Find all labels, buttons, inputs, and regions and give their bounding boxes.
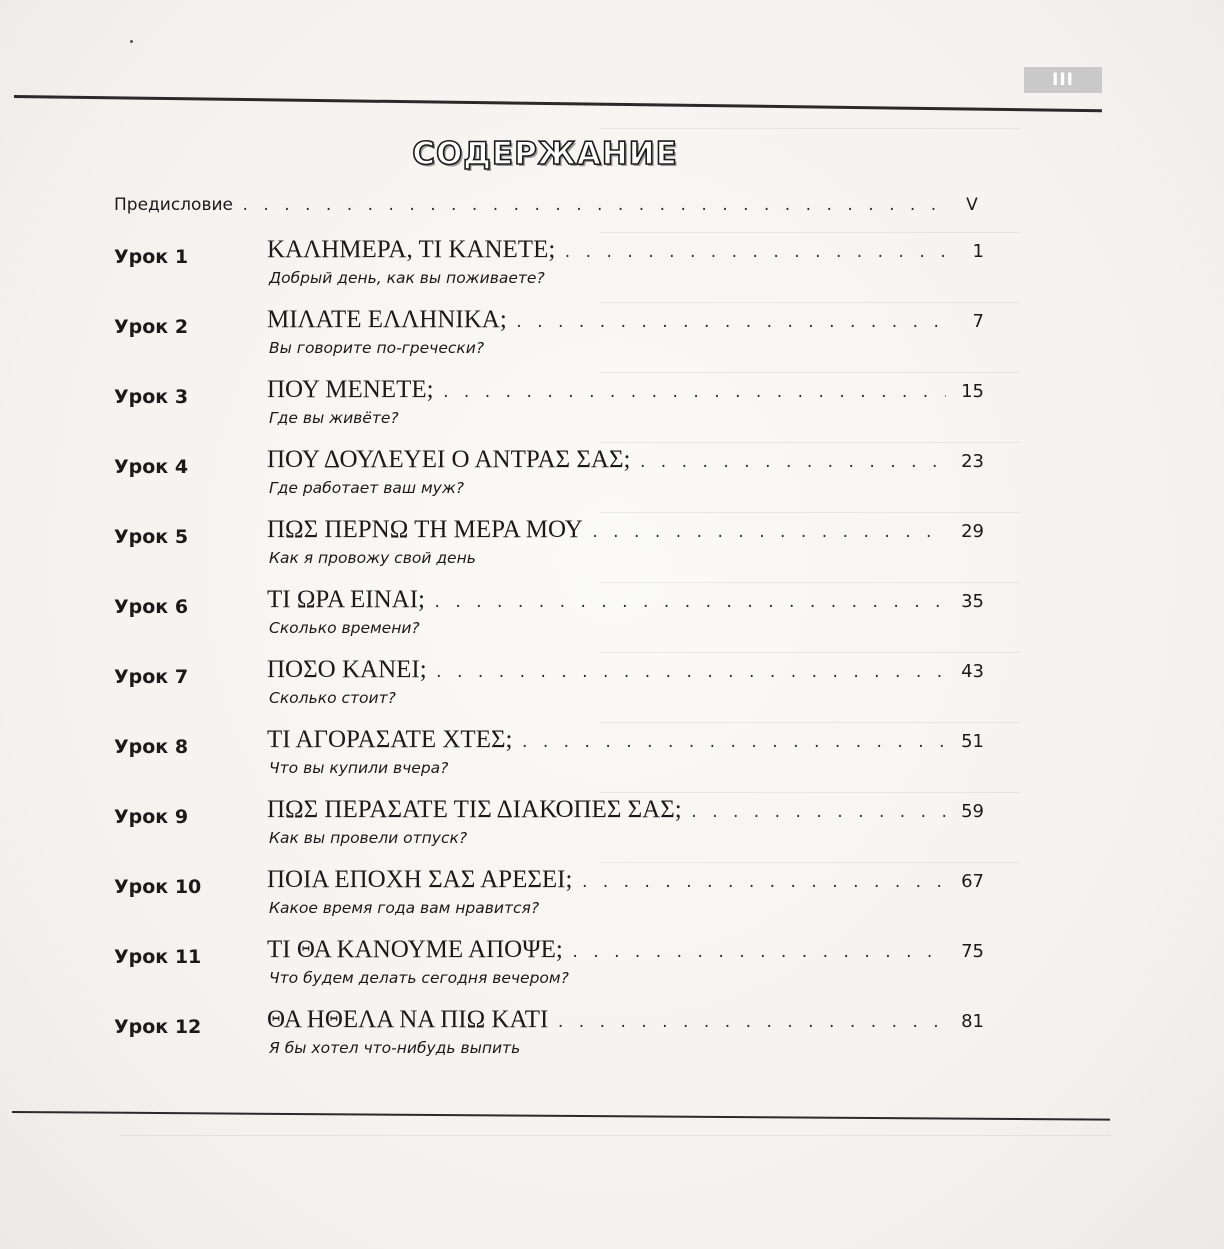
lesson-subtitle: Вы говорите по-гречески? bbox=[269, 339, 485, 357]
lesson-subtitle: Как я провожу свой день bbox=[269, 549, 476, 567]
dot-leader bbox=[591, 525, 946, 541]
lesson-title-line bbox=[267, 586, 984, 614]
preface-page: V bbox=[966, 195, 978, 215]
lesson-title: ΠΟΥ ΜΕΝΕΤΕ; bbox=[267, 376, 434, 403]
lesson-label: Урок 1 bbox=[114, 246, 189, 268]
lesson-page: 67 bbox=[961, 871, 984, 892]
lesson-page: 7 bbox=[972, 311, 984, 332]
lesson-title-line bbox=[267, 446, 984, 474]
toc-entry-lesson-9[interactable] bbox=[114, 796, 994, 856]
lesson-page: 1 bbox=[972, 241, 984, 262]
lesson-title-line bbox=[267, 796, 984, 824]
lesson-label: Урок 6 bbox=[114, 596, 189, 618]
lesson-label: Урок 5 bbox=[114, 526, 189, 548]
toc-entry-preface[interactable] bbox=[114, 195, 984, 219]
lesson-title: ΠΩΣ ΠΕΡΝΩ ΤΗ ΜΕΡΑ ΜΟΥ bbox=[267, 516, 583, 543]
dot-leader bbox=[571, 945, 946, 961]
toc-entry-lesson-8[interactable] bbox=[114, 726, 994, 786]
lesson-subtitle: Сколько стоит? bbox=[269, 689, 396, 707]
lesson-subtitle: Что будем делать сегодня вечером? bbox=[269, 969, 569, 987]
lesson-title: ΤΙ ΩΡΑ ΕΙΝΑΙ; bbox=[267, 586, 425, 613]
lesson-title-line bbox=[267, 306, 984, 334]
lesson-title: ΠΩΣ ΠΕΡΑΣΑΤΕ ΤΙΣ ΔΙΑΚΟΠΕΣ ΣΑΣ; bbox=[267, 796, 682, 823]
dot-leader bbox=[433, 595, 946, 611]
lesson-title-line bbox=[267, 726, 984, 754]
footer-rule bbox=[12, 1111, 1110, 1121]
toc-entry-lesson-1[interactable] bbox=[114, 236, 994, 296]
lesson-title-line bbox=[267, 376, 984, 404]
lesson-page: 23 bbox=[961, 451, 984, 472]
dot-leader bbox=[442, 385, 946, 401]
dot-leader bbox=[515, 315, 946, 331]
toc-entry-lesson-4[interactable] bbox=[114, 446, 994, 506]
header-rule bbox=[14, 95, 1102, 112]
lesson-title-line bbox=[267, 936, 984, 964]
dot-leader bbox=[638, 455, 946, 471]
lesson-page: 51 bbox=[961, 731, 984, 752]
lesson-subtitle: Добрый день, как вы поживаете? bbox=[269, 269, 545, 287]
lesson-label: Урок 8 bbox=[114, 736, 189, 758]
toc-entry-lesson-2[interactable] bbox=[114, 306, 994, 366]
lesson-label: Урок 9 bbox=[114, 806, 189, 828]
lesson-page: 43 bbox=[961, 661, 984, 682]
page-number-tab bbox=[1024, 67, 1102, 93]
toc-entry-lesson-10[interactable] bbox=[114, 866, 994, 926]
lesson-label: Урок 11 bbox=[114, 946, 202, 968]
page-title: СОДЕРЖАНИЕ bbox=[412, 136, 678, 172]
lesson-title-line bbox=[267, 1006, 984, 1034]
dot-leader bbox=[520, 735, 946, 751]
lesson-page: 75 bbox=[961, 941, 984, 962]
dot-leader bbox=[580, 875, 946, 891]
lesson-title-line bbox=[267, 236, 984, 264]
dot-leader bbox=[556, 1015, 946, 1031]
lesson-title: ΠΟΣΟ ΚΑΝΕΙ; bbox=[267, 656, 427, 683]
lesson-subtitle: Какое время года вам нравится? bbox=[269, 899, 540, 917]
lesson-subtitle: Где работает ваш муж? bbox=[269, 479, 465, 497]
toc-entry-lesson-3[interactable] bbox=[114, 376, 994, 436]
lesson-title-line bbox=[267, 516, 984, 544]
lesson-title: ΚΑΛΗΜΕΡΑ, ΤΙ ΚΑΝΕΤΕ; bbox=[267, 236, 556, 263]
lesson-title-line bbox=[267, 656, 984, 684]
lesson-page: 29 bbox=[961, 521, 984, 542]
toc-entry-lesson-12[interactable] bbox=[114, 1006, 994, 1066]
lesson-title: ΘΑ ΗΘΕΛΑ ΝΑ ΠΙΩ ΚΑΤΙ bbox=[267, 1006, 549, 1033]
dot-leader bbox=[241, 198, 952, 214]
lesson-title: ΤΙ ΑΓΟΡΑΣΑΤΕ ΧΤΕΣ; bbox=[267, 726, 513, 753]
lesson-subtitle: Как вы провели отпуск? bbox=[269, 829, 468, 847]
lesson-page: 15 bbox=[961, 381, 984, 402]
lesson-label: Урок 12 bbox=[114, 1016, 202, 1038]
lesson-subtitle: Я бы хотел что-нибудь выпить bbox=[269, 1039, 521, 1057]
scan-speck bbox=[130, 40, 133, 43]
lesson-label: Урок 2 bbox=[114, 316, 189, 338]
lesson-subtitle: Где вы живёте? bbox=[269, 409, 399, 427]
page-number: III bbox=[1052, 70, 1074, 90]
dot-leader bbox=[690, 805, 946, 821]
lesson-subtitle: Что вы купили вчера? bbox=[269, 759, 449, 777]
lesson-subtitle: Сколько времени? bbox=[269, 619, 420, 637]
toc-entry-lesson-11[interactable] bbox=[114, 936, 994, 996]
lesson-title: ΜΙΛΑΤΕ ΕΛΛΗΝΙΚΑ; bbox=[267, 306, 507, 333]
preface-label: Предисловие bbox=[114, 195, 233, 215]
dot-leader bbox=[563, 245, 946, 261]
lesson-title: ΤΙ ΘΑ ΚΑΝΟΥΜΕ ΑΠΟΨΕ; bbox=[267, 936, 563, 963]
lesson-title: ΠΟΙΑ ΕΠΟΧΗ ΣΑΣ ΑΡΕΣΕΙ; bbox=[267, 866, 573, 893]
toc-entry-lesson-6[interactable] bbox=[114, 586, 994, 646]
lesson-label: Урок 3 bbox=[114, 386, 189, 408]
toc-entry-lesson-7[interactable] bbox=[114, 656, 994, 716]
lesson-title-line bbox=[267, 866, 984, 894]
lesson-label: Урок 7 bbox=[114, 666, 189, 688]
lesson-title: ΠΟΥ ΔΟΥΛΕΥΕΙ Ο ΑΝΤΡΑΣ ΣΑΣ; bbox=[267, 446, 631, 473]
lesson-page: 59 bbox=[961, 801, 984, 822]
lesson-page: 35 bbox=[961, 591, 984, 612]
toc-entry-lesson-5[interactable] bbox=[114, 516, 994, 576]
lesson-page: 81 bbox=[961, 1011, 984, 1032]
dot-leader bbox=[435, 665, 946, 681]
lesson-label: Урок 4 bbox=[114, 456, 189, 478]
lesson-label: Урок 10 bbox=[114, 876, 202, 898]
